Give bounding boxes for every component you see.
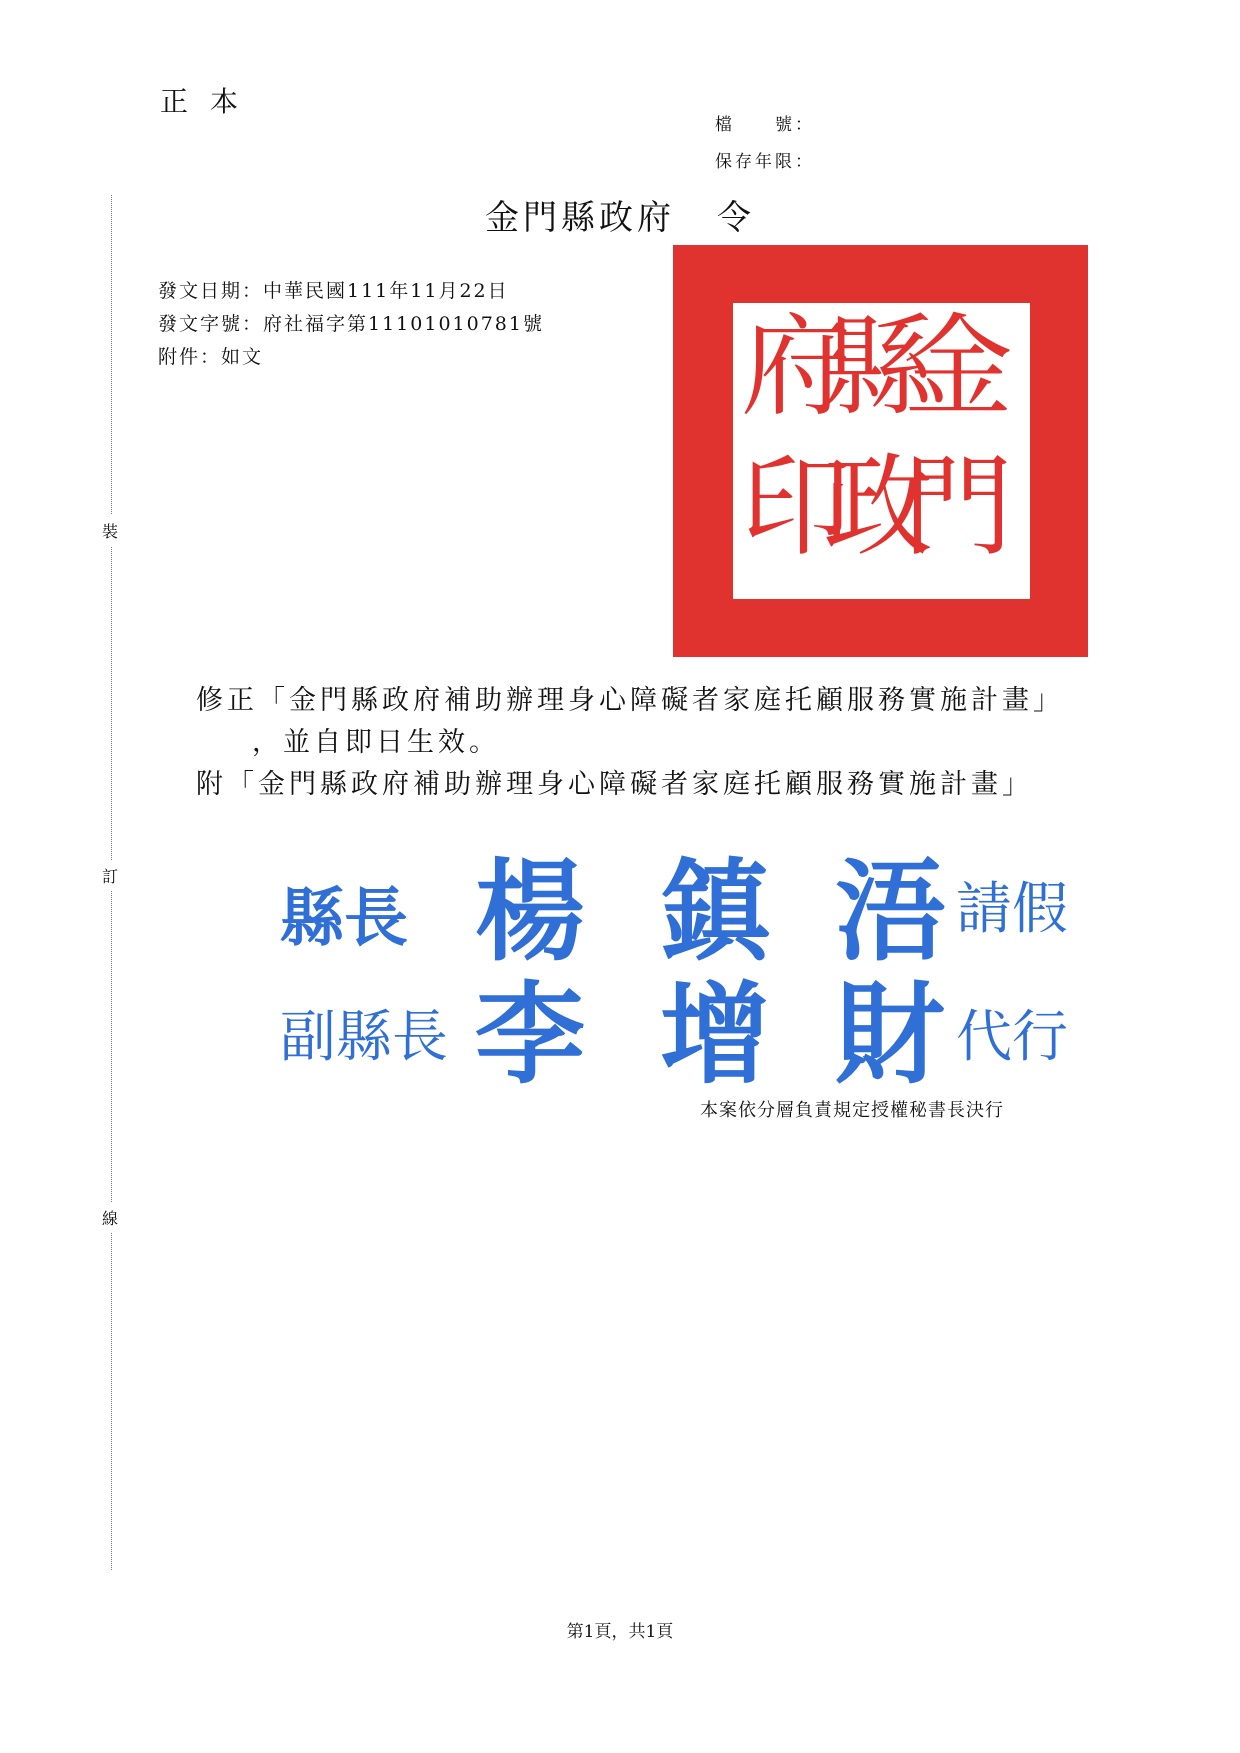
official-seal — [673, 245, 1088, 657]
seal-char-1: 金 — [903, 303, 1013, 431]
seal-char-4: 政 — [823, 443, 933, 571]
document-number: 發文字號：府社福字第11101010781號 — [158, 313, 544, 335]
stamp-name-char: 財 — [835, 970, 945, 1099]
stamp-name-char: 增 — [660, 970, 770, 1099]
stamp-name-char: 鎮 — [660, 847, 770, 976]
stamp-title-mayor: 縣長 — [280, 881, 408, 956]
binding-mark-zhuang: 裝 — [102, 515, 118, 546]
signature-stamp — [270, 828, 1100, 1108]
seal-char-3: 縣 — [823, 303, 933, 431]
stamp-name-char: 李 — [475, 970, 585, 1099]
document-type: 令 — [717, 198, 755, 238]
delegation-note: 本案依分層負責規定授權秘書長決行 — [700, 1100, 1004, 1121]
retention-period-label: 保存年限： — [715, 152, 815, 172]
seal-char-2: 門 — [903, 443, 1013, 571]
copy-label: 正本 — [160, 85, 261, 118]
document-title — [485, 190, 755, 239]
seal-char-5: 府 — [741, 303, 851, 431]
file-number-label: 檔 號： — [715, 115, 815, 135]
page-footer: 第1頁，共1頁 — [566, 1622, 674, 1642]
binding-mark-ding: 訂 — [102, 860, 118, 891]
attachment-line: 附件：如文 — [158, 346, 264, 368]
seal-char-6: 印 — [741, 443, 851, 571]
issuing-agency: 金門縣政府 — [485, 198, 675, 238]
issue-date: 發文日期：中華民國111年11月22日 — [158, 280, 509, 302]
stamp-title-deputy: 副縣長 — [280, 1005, 448, 1070]
body-line-3: 附「金門縣政府補助辦理身心障礙者家庭托顧服務實施計畫」 — [196, 769, 1033, 800]
body-line-2: ，並自即日生效。 — [252, 727, 500, 758]
stamp-name-char: 浯 — [835, 847, 945, 976]
stamp-note-leave: 請假 — [956, 877, 1068, 942]
stamp-note-acting: 代行 — [956, 1005, 1068, 1070]
stamp-name-char: 楊 — [475, 847, 585, 976]
binding-mark-xian: 線 — [102, 1202, 118, 1233]
body-line-1: 修正「金門縣政府補助辦理身心障礙者家庭托顧服務實施計畫」 — [196, 685, 1064, 716]
